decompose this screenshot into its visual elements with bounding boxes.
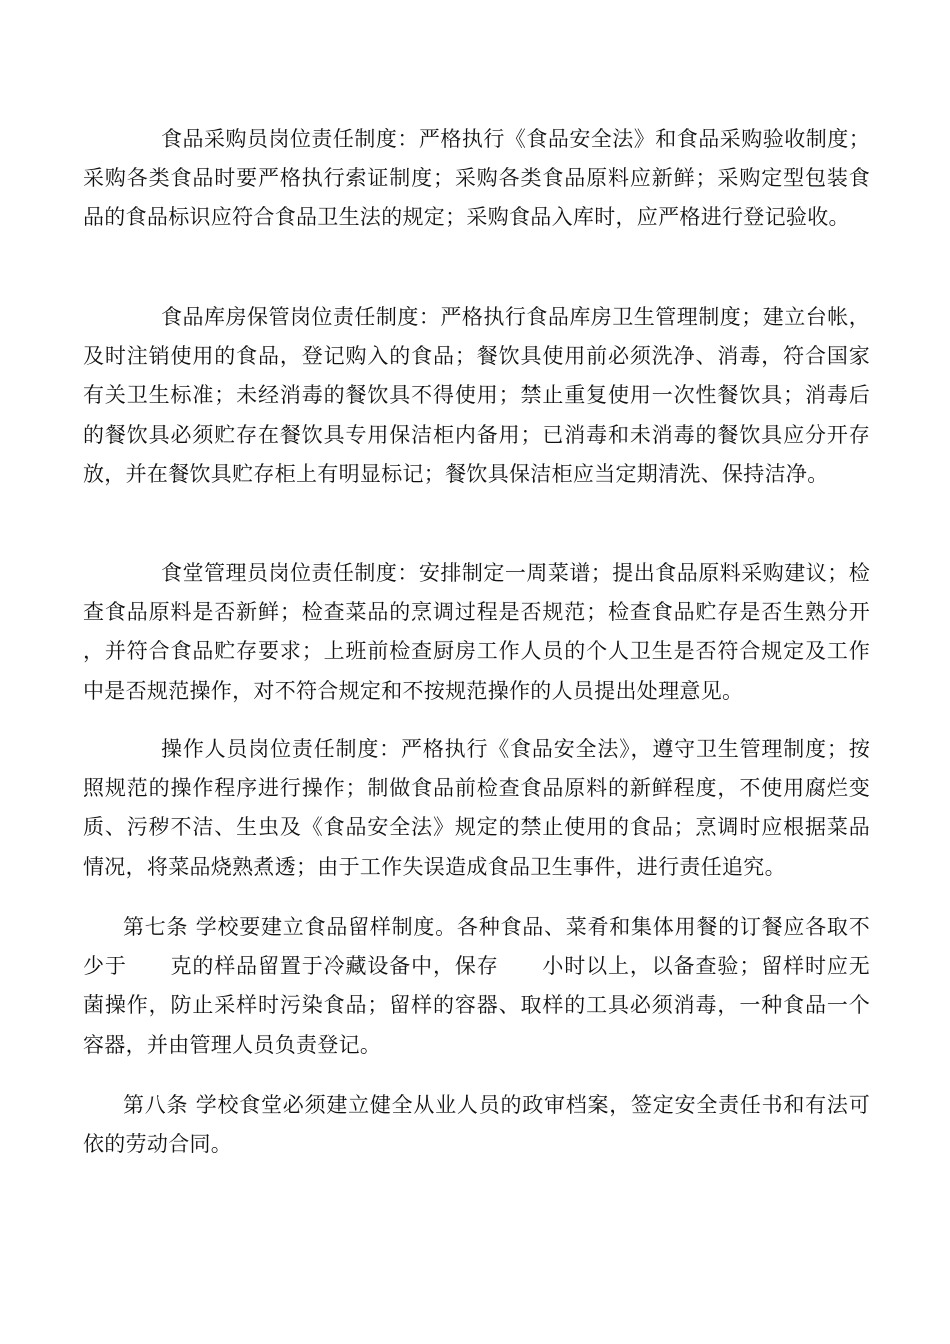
paragraph-warehouse-keeper-duties: 食品库房保管岗位责任制度：严格执行食品库房卫生管理制度；建立台帐，及时注销使用的食品，登记购入的食品；餐饮具使用前必须洗净、消毒，符合国家有关卫生标准；未经消毒的餐饮具不得使用；禁止重复使用一次性餐饮具；消毒后的餐饮具必须贮存在餐饮具专用保洁柜内备用；已消毒和未消毒的餐饮具应分开存放，并在餐饮具贮存柜上有明显标记；餐饮具保洁柜应当定期清洗、保持洁净。	[83, 305, 870, 486]
paragraph-operator-duties: 操作人员岗位责任制度：严格执行《食品安全法》，遵守卫生管理制度；按照规范的操作程序进行操作；制做食品前检查食品原料的新鲜程度，不使用腐烂变质、污秽不洁、生虫及《食品安全法》规定的禁止使用的食品；烹调时应根据菜品情况，将菜品烧熟煮透；由于工作失误造成食品卫生事件，进行责任追究。	[83, 737, 870, 879]
paragraph-purchaser-duties: 食品采购员岗位责任制度：严格执行《食品安全法》和食品采购验收制度；采购各类食品时要严格执行索证制度；采购各类食品原料应新鲜；采购定型包装食品的食品标识应符合食品卫生法的规定；采购食品入库时，应严格进行登记验收。	[83, 127, 870, 230]
paragraph-article-8: 第八条 学校食堂必须建立健全从业人员的政审档案，签定安全责任书和有法可依的劳动合同。	[83, 1093, 870, 1157]
paragraph-article-7: 第七条 学校要建立食品留样制度。各种食品、菜肴和集体用餐的订餐应各取不少于 克的样品留置于冷藏设备中，保存 小时以上，以备查验；留样时应无菌操作，防止采样时污染食品；留样的容器、取样的工具必须消毒，一种食品一个容器，并由管理人员负责登记。	[83, 915, 870, 1057]
paragraph-canteen-manager-duties: 食堂管理员岗位责任制度：安排制定一周菜谱；提出食品原料采购建议；检查食品原料是否新鲜；检查菜品的烹调过程是否规范；检查食品贮存是否生熟分开，并符合食品贮存要求；上班前检查厨房工作人员的个人卫生是否符合规定及工作中是否规范操作，对不符合规定和不按规范操作的人员提出处理意见。	[83, 561, 870, 703]
